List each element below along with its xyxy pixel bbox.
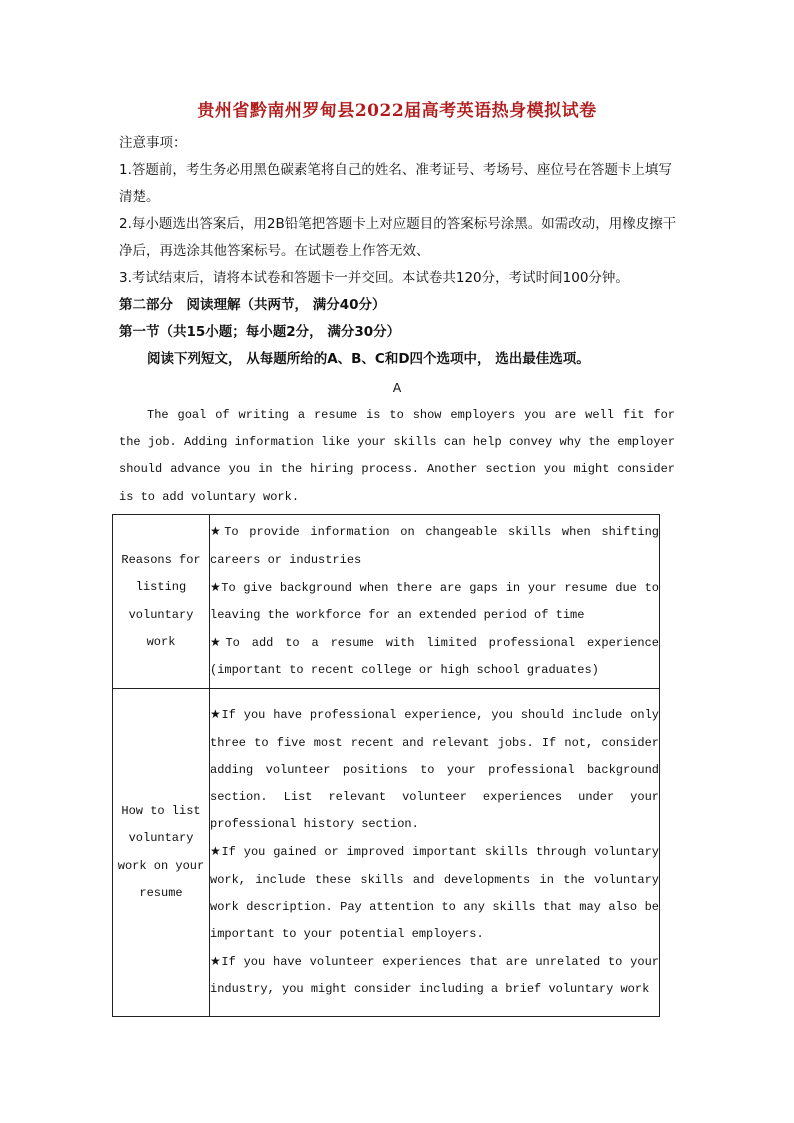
table-row-how-to-list — [113, 689, 660, 1017]
star-icon: ★ — [210, 579, 222, 594]
note-3: 3.考试结束后，请将本试卷和答题卡一并交回。本试卷共120分，考试时间100分钟。 — [119, 270, 629, 286]
row-label-reasons: Reasons for listing voluntary work — [113, 515, 210, 689]
table-row-reasons — [113, 515, 660, 689]
exam-title: 贵州省黔南州罗甸县2022届高考英语热身模拟试卷 — [197, 101, 597, 121]
list-item: ★To provide information on changeable skills when shifting careers or industries — [210, 524, 659, 567]
part-heading: 第二部分 阅读理解（共两节， 满分40分） — [119, 297, 386, 313]
list-item: ★If you gained or improved important skills through voluntary work, include these skills and developments in the voluntary work description. Pay attention to any skills that may also be important to your potential employers. — [210, 844, 659, 941]
star-icon: ★ — [210, 954, 222, 969]
list-item: ★To give background when there are gaps in your resume due to leaving the workforce for an extended period of time — [210, 579, 659, 622]
row-label-how-to-list: How to list voluntary work on your resume — [113, 689, 210, 1017]
list-item: ★If you have professional experience, you should include only three to five most recent and relevant jobs. If not, consider adding volunteer positions to your professional background section. List relevant volunteer experiences under your professional history section. — [210, 707, 659, 832]
list-item: ★If you have volunteer experiences that are unrelated to your industry, you might consider including a brief voluntary work — [210, 954, 659, 997]
star-icon: ★ — [210, 635, 226, 650]
list-item: ★To add to a resume with limited professional experience (important to recent college or high school graduates) — [210, 635, 659, 678]
row-content-reasons — [210, 515, 660, 689]
voluntary-work-table — [112, 514, 660, 1017]
passage-label: A — [392, 380, 402, 395]
star-icon: ★ — [210, 524, 225, 539]
section-heading: 第一节（共15小题；每小题2分， 满分30分） — [119, 324, 401, 340]
instructions: 阅读下列短文， 从每题所给的A、B、C和D四个选项中， 选出最佳选项。 — [147, 351, 590, 367]
star-icon: ★ — [210, 844, 222, 859]
passage-intro: The goal of writing a resume is to show employers you are well fit for the job. Adding information like your skills can help convey why the employer should advance you in the hiring process. Another section you might consider is to add voluntary work. — [119, 408, 675, 504]
notes-heading: 注意事项： — [119, 135, 187, 151]
note-1: 1.答题前，考生务必用黑色碳素笔将自己的姓名、准考证号、考场号、座位号在答题卡上填写清楚。 — [119, 162, 672, 205]
row-content-how-to-list — [210, 689, 660, 1017]
star-icon: ★ — [210, 707, 222, 722]
note-2: 2.每小题选出答案后，用2B铅笔把答题卡上对应题目的答案标号涂黑。如需改动，用橡皮擦干净后，再选涂其他答案标号。在试题卷上作答无效、 — [119, 216, 677, 259]
